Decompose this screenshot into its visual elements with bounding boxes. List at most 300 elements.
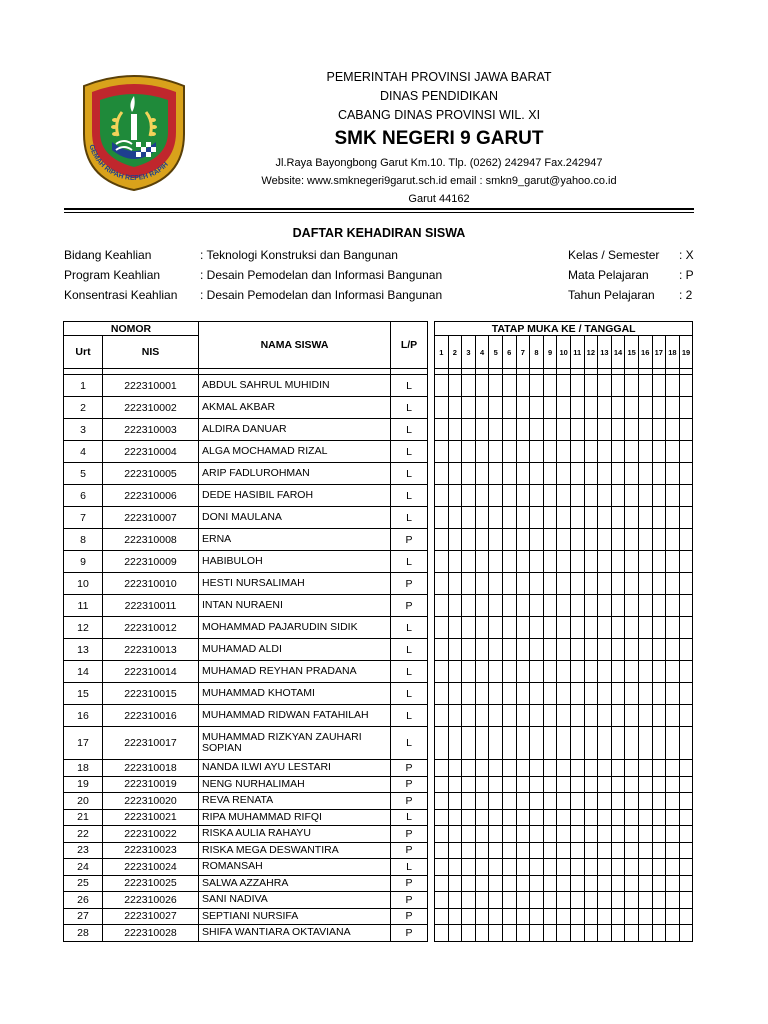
attendance-cell[interactable] (638, 727, 652, 760)
attendance-cell[interactable] (448, 842, 462, 859)
attendance-cell[interactable] (489, 776, 503, 793)
attendance-cell[interactable] (475, 375, 489, 397)
attendance-cell[interactable] (489, 859, 503, 876)
attendance-cell[interactable] (530, 441, 544, 463)
attendance-cell[interactable] (489, 639, 503, 661)
attendance-cell[interactable] (625, 776, 639, 793)
attendance-cell[interactable] (475, 727, 489, 760)
attendance-cell[interactable] (598, 760, 612, 777)
attendance-cell[interactable] (652, 809, 666, 826)
attendance-cell[interactable] (598, 551, 612, 573)
attendance-cell[interactable] (448, 925, 462, 942)
attendance-cell[interactable] (638, 859, 652, 876)
attendance-cell[interactable] (530, 908, 544, 925)
attendance-cell[interactable] (679, 727, 693, 760)
attendance-cell[interactable] (570, 507, 584, 529)
attendance-cell[interactable] (611, 875, 625, 892)
attendance-cell[interactable] (462, 529, 476, 551)
attendance-cell[interactable] (543, 683, 557, 705)
attendance-cell[interactable] (666, 375, 680, 397)
attendance-cell[interactable] (679, 826, 693, 843)
attendance-cell[interactable] (530, 617, 544, 639)
attendance-cell[interactable] (502, 842, 516, 859)
attendance-cell[interactable] (557, 727, 571, 760)
attendance-cell[interactable] (530, 859, 544, 876)
attendance-cell[interactable] (625, 375, 639, 397)
attendance-cell[interactable] (435, 375, 449, 397)
attendance-cell[interactable] (625, 573, 639, 595)
attendance-cell[interactable] (557, 776, 571, 793)
attendance-cell[interactable] (516, 463, 530, 485)
attendance-cell[interactable] (570, 760, 584, 777)
attendance-cell[interactable] (516, 705, 530, 727)
attendance-cell[interactable] (516, 826, 530, 843)
attendance-cell[interactable] (516, 875, 530, 892)
attendance-cell[interactable] (598, 419, 612, 441)
attendance-cell[interactable] (679, 875, 693, 892)
attendance-cell[interactable] (489, 529, 503, 551)
attendance-cell[interactable] (598, 485, 612, 507)
attendance-cell[interactable] (652, 661, 666, 683)
attendance-cell[interactable] (435, 826, 449, 843)
attendance-cell[interactable] (543, 826, 557, 843)
attendance-cell[interactable] (598, 375, 612, 397)
attendance-cell[interactable] (543, 793, 557, 810)
attendance-cell[interactable] (448, 859, 462, 876)
attendance-cell[interactable] (638, 875, 652, 892)
attendance-cell[interactable] (502, 419, 516, 441)
attendance-cell[interactable] (679, 419, 693, 441)
attendance-cell[interactable] (666, 441, 680, 463)
attendance-cell[interactable] (435, 529, 449, 551)
attendance-cell[interactable] (679, 441, 693, 463)
attendance-cell[interactable] (489, 595, 503, 617)
attendance-cell[interactable] (625, 842, 639, 859)
attendance-cell[interactable] (543, 875, 557, 892)
attendance-cell[interactable] (462, 826, 476, 843)
attendance-cell[interactable] (598, 826, 612, 843)
attendance-cell[interactable] (679, 842, 693, 859)
attendance-cell[interactable] (475, 809, 489, 826)
attendance-cell[interactable] (502, 875, 516, 892)
attendance-cell[interactable] (652, 892, 666, 909)
attendance-cell[interactable] (570, 892, 584, 909)
attendance-cell[interactable] (625, 419, 639, 441)
attendance-cell[interactable] (489, 419, 503, 441)
attendance-cell[interactable] (666, 776, 680, 793)
attendance-cell[interactable] (516, 776, 530, 793)
attendance-cell[interactable] (638, 760, 652, 777)
attendance-cell[interactable] (666, 809, 680, 826)
attendance-cell[interactable] (611, 727, 625, 760)
attendance-cell[interactable] (625, 463, 639, 485)
attendance-cell[interactable] (679, 683, 693, 705)
attendance-cell[interactable] (516, 925, 530, 942)
attendance-cell[interactable] (611, 507, 625, 529)
attendance-cell[interactable] (570, 705, 584, 727)
attendance-cell[interactable] (584, 375, 598, 397)
attendance-cell[interactable] (666, 826, 680, 843)
attendance-cell[interactable] (611, 617, 625, 639)
attendance-cell[interactable] (625, 727, 639, 760)
attendance-cell[interactable] (652, 875, 666, 892)
attendance-cell[interactable] (435, 661, 449, 683)
attendance-cell[interactable] (598, 639, 612, 661)
attendance-cell[interactable] (584, 397, 598, 419)
attendance-cell[interactable] (570, 551, 584, 573)
attendance-cell[interactable] (543, 842, 557, 859)
attendance-cell[interactable] (489, 617, 503, 639)
attendance-cell[interactable] (584, 639, 598, 661)
attendance-cell[interactable] (462, 683, 476, 705)
attendance-cell[interactable] (611, 375, 625, 397)
attendance-cell[interactable] (489, 551, 503, 573)
attendance-cell[interactable] (611, 908, 625, 925)
attendance-cell[interactable] (530, 826, 544, 843)
attendance-cell[interactable] (489, 793, 503, 810)
attendance-cell[interactable] (652, 705, 666, 727)
attendance-cell[interactable] (557, 760, 571, 777)
attendance-cell[interactable] (489, 705, 503, 727)
attendance-cell[interactable] (435, 463, 449, 485)
attendance-cell[interactable] (489, 809, 503, 826)
attendance-cell[interactable] (475, 441, 489, 463)
attendance-cell[interactable] (448, 776, 462, 793)
attendance-cell[interactable] (543, 925, 557, 942)
attendance-cell[interactable] (598, 925, 612, 942)
attendance-cell[interactable] (652, 776, 666, 793)
attendance-cell[interactable] (611, 776, 625, 793)
attendance-cell[interactable] (611, 683, 625, 705)
attendance-cell[interactable] (462, 809, 476, 826)
attendance-cell[interactable] (502, 529, 516, 551)
attendance-cell[interactable] (625, 908, 639, 925)
attendance-cell[interactable] (666, 705, 680, 727)
attendance-cell[interactable] (462, 463, 476, 485)
attendance-cell[interactable] (611, 892, 625, 909)
attendance-cell[interactable] (557, 529, 571, 551)
attendance-cell[interactable] (557, 826, 571, 843)
attendance-cell[interactable] (557, 705, 571, 727)
attendance-cell[interactable] (598, 727, 612, 760)
attendance-cell[interactable] (598, 705, 612, 727)
attendance-cell[interactable] (679, 809, 693, 826)
attendance-cell[interactable] (652, 683, 666, 705)
attendance-cell[interactable] (584, 595, 598, 617)
attendance-cell[interactable] (557, 375, 571, 397)
attendance-cell[interactable] (530, 793, 544, 810)
attendance-cell[interactable] (666, 639, 680, 661)
attendance-cell[interactable] (543, 705, 557, 727)
attendance-cell[interactable] (652, 925, 666, 942)
attendance-cell[interactable] (543, 760, 557, 777)
attendance-cell[interactable] (502, 573, 516, 595)
attendance-cell[interactable] (638, 529, 652, 551)
attendance-cell[interactable] (448, 595, 462, 617)
attendance-cell[interactable] (638, 842, 652, 859)
attendance-cell[interactable] (570, 595, 584, 617)
attendance-cell[interactable] (543, 507, 557, 529)
attendance-cell[interactable] (530, 875, 544, 892)
attendance-cell[interactable] (530, 683, 544, 705)
attendance-cell[interactable] (475, 859, 489, 876)
attendance-cell[interactable] (516, 793, 530, 810)
attendance-cell[interactable] (625, 661, 639, 683)
attendance-cell[interactable] (652, 760, 666, 777)
attendance-cell[interactable] (489, 842, 503, 859)
attendance-cell[interactable] (530, 595, 544, 617)
attendance-cell[interactable] (516, 441, 530, 463)
attendance-cell[interactable] (435, 441, 449, 463)
attendance-cell[interactable] (584, 809, 598, 826)
attendance-cell[interactable] (462, 661, 476, 683)
attendance-cell[interactable] (666, 661, 680, 683)
attendance-cell[interactable] (462, 842, 476, 859)
attendance-cell[interactable] (557, 573, 571, 595)
attendance-cell[interactable] (475, 793, 489, 810)
attendance-cell[interactable] (570, 441, 584, 463)
attendance-cell[interactable] (462, 573, 476, 595)
attendance-cell[interactable] (570, 842, 584, 859)
attendance-cell[interactable] (502, 397, 516, 419)
attendance-cell[interactable] (666, 859, 680, 876)
attendance-cell[interactable] (516, 809, 530, 826)
attendance-cell[interactable] (462, 617, 476, 639)
attendance-cell[interactable] (652, 727, 666, 760)
attendance-cell[interactable] (448, 639, 462, 661)
attendance-cell[interactable] (625, 595, 639, 617)
attendance-cell[interactable] (584, 892, 598, 909)
attendance-cell[interactable] (584, 419, 598, 441)
attendance-cell[interactable] (666, 892, 680, 909)
attendance-cell[interactable] (666, 507, 680, 529)
attendance-cell[interactable] (557, 441, 571, 463)
attendance-cell[interactable] (448, 793, 462, 810)
attendance-cell[interactable] (570, 925, 584, 942)
attendance-cell[interactable] (489, 661, 503, 683)
attendance-cell[interactable] (679, 661, 693, 683)
attendance-cell[interactable] (502, 485, 516, 507)
attendance-cell[interactable] (611, 419, 625, 441)
attendance-cell[interactable] (598, 683, 612, 705)
attendance-cell[interactable] (475, 705, 489, 727)
attendance-cell[interactable] (652, 441, 666, 463)
attendance-cell[interactable] (625, 617, 639, 639)
attendance-cell[interactable] (679, 859, 693, 876)
attendance-cell[interactable] (584, 925, 598, 942)
attendance-cell[interactable] (489, 375, 503, 397)
attendance-cell[interactable] (611, 859, 625, 876)
attendance-cell[interactable] (489, 485, 503, 507)
attendance-cell[interactable] (543, 908, 557, 925)
attendance-cell[interactable] (516, 892, 530, 909)
attendance-cell[interactable] (638, 683, 652, 705)
attendance-cell[interactable] (625, 683, 639, 705)
attendance-cell[interactable] (502, 776, 516, 793)
attendance-cell[interactable] (475, 776, 489, 793)
attendance-cell[interactable] (570, 529, 584, 551)
attendance-cell[interactable] (557, 639, 571, 661)
attendance-cell[interactable] (448, 727, 462, 760)
attendance-cell[interactable] (530, 661, 544, 683)
attendance-cell[interactable] (638, 908, 652, 925)
attendance-cell[interactable] (462, 859, 476, 876)
attendance-cell[interactable] (638, 776, 652, 793)
attendance-cell[interactable] (489, 397, 503, 419)
attendance-cell[interactable] (570, 875, 584, 892)
attendance-cell[interactable] (598, 892, 612, 909)
attendance-cell[interactable] (475, 507, 489, 529)
attendance-cell[interactable] (652, 419, 666, 441)
attendance-cell[interactable] (557, 661, 571, 683)
attendance-cell[interactable] (489, 441, 503, 463)
attendance-cell[interactable] (611, 573, 625, 595)
attendance-cell[interactable] (530, 842, 544, 859)
attendance-cell[interactable] (679, 760, 693, 777)
attendance-cell[interactable] (516, 375, 530, 397)
attendance-cell[interactable] (638, 419, 652, 441)
attendance-cell[interactable] (557, 463, 571, 485)
attendance-cell[interactable] (475, 551, 489, 573)
attendance-cell[interactable] (543, 859, 557, 876)
attendance-cell[interactable] (435, 908, 449, 925)
attendance-cell[interactable] (611, 595, 625, 617)
attendance-cell[interactable] (489, 908, 503, 925)
attendance-cell[interactable] (448, 419, 462, 441)
attendance-cell[interactable] (516, 661, 530, 683)
attendance-cell[interactable] (502, 617, 516, 639)
attendance-cell[interactable] (502, 463, 516, 485)
attendance-cell[interactable] (557, 683, 571, 705)
attendance-cell[interactable] (611, 705, 625, 727)
attendance-cell[interactable] (557, 595, 571, 617)
attendance-cell[interactable] (666, 908, 680, 925)
attendance-cell[interactable] (435, 875, 449, 892)
attendance-cell[interactable] (666, 727, 680, 760)
attendance-cell[interactable] (448, 705, 462, 727)
attendance-cell[interactable] (652, 908, 666, 925)
attendance-cell[interactable] (448, 397, 462, 419)
attendance-cell[interactable] (475, 892, 489, 909)
attendance-cell[interactable] (625, 925, 639, 942)
attendance-cell[interactable] (652, 595, 666, 617)
attendance-cell[interactable] (435, 705, 449, 727)
attendance-cell[interactable] (638, 551, 652, 573)
attendance-cell[interactable] (679, 705, 693, 727)
attendance-cell[interactable] (435, 551, 449, 573)
attendance-cell[interactable] (625, 639, 639, 661)
attendance-cell[interactable] (543, 595, 557, 617)
attendance-cell[interactable] (475, 573, 489, 595)
attendance-cell[interactable] (489, 573, 503, 595)
attendance-cell[interactable] (557, 908, 571, 925)
attendance-cell[interactable] (638, 892, 652, 909)
attendance-cell[interactable] (543, 463, 557, 485)
attendance-cell[interactable] (543, 776, 557, 793)
attendance-cell[interactable] (638, 441, 652, 463)
attendance-cell[interactable] (611, 485, 625, 507)
attendance-cell[interactable] (611, 826, 625, 843)
attendance-cell[interactable] (679, 573, 693, 595)
attendance-cell[interactable] (679, 507, 693, 529)
attendance-cell[interactable] (502, 793, 516, 810)
attendance-cell[interactable] (584, 507, 598, 529)
attendance-cell[interactable] (570, 573, 584, 595)
attendance-cell[interactable] (638, 463, 652, 485)
attendance-cell[interactable] (530, 419, 544, 441)
attendance-cell[interactable] (652, 639, 666, 661)
attendance-cell[interactable] (652, 507, 666, 529)
attendance-cell[interactable] (679, 892, 693, 909)
attendance-cell[interactable] (625, 507, 639, 529)
attendance-cell[interactable] (652, 826, 666, 843)
attendance-cell[interactable] (462, 705, 476, 727)
attendance-cell[interactable] (611, 639, 625, 661)
attendance-cell[interactable] (462, 551, 476, 573)
attendance-cell[interactable] (516, 617, 530, 639)
attendance-cell[interactable] (462, 760, 476, 777)
attendance-cell[interactable] (448, 760, 462, 777)
attendance-cell[interactable] (543, 529, 557, 551)
attendance-cell[interactable] (584, 760, 598, 777)
attendance-cell[interactable] (543, 441, 557, 463)
attendance-cell[interactable] (570, 375, 584, 397)
attendance-cell[interactable] (502, 683, 516, 705)
attendance-cell[interactable] (475, 826, 489, 843)
attendance-cell[interactable] (611, 661, 625, 683)
attendance-cell[interactable] (584, 683, 598, 705)
attendance-cell[interactable] (652, 617, 666, 639)
attendance-cell[interactable] (475, 397, 489, 419)
attendance-cell[interactable] (652, 375, 666, 397)
attendance-cell[interactable] (611, 529, 625, 551)
attendance-cell[interactable] (502, 595, 516, 617)
attendance-cell[interactable] (530, 892, 544, 909)
attendance-cell[interactable] (557, 925, 571, 942)
attendance-cell[interactable] (598, 842, 612, 859)
attendance-cell[interactable] (530, 463, 544, 485)
attendance-cell[interactable] (611, 760, 625, 777)
attendance-cell[interactable] (666, 573, 680, 595)
attendance-cell[interactable] (502, 639, 516, 661)
attendance-cell[interactable] (652, 859, 666, 876)
attendance-cell[interactable] (570, 776, 584, 793)
attendance-cell[interactable] (570, 661, 584, 683)
attendance-cell[interactable] (543, 419, 557, 441)
attendance-cell[interactable] (462, 639, 476, 661)
attendance-cell[interactable] (516, 551, 530, 573)
attendance-cell[interactable] (638, 617, 652, 639)
attendance-cell[interactable] (611, 441, 625, 463)
attendance-cell[interactable] (638, 573, 652, 595)
attendance-cell[interactable] (598, 529, 612, 551)
attendance-cell[interactable] (489, 892, 503, 909)
attendance-cell[interactable] (448, 809, 462, 826)
attendance-cell[interactable] (679, 485, 693, 507)
attendance-cell[interactable] (462, 908, 476, 925)
attendance-cell[interactable] (530, 551, 544, 573)
attendance-cell[interactable] (625, 875, 639, 892)
attendance-cell[interactable] (570, 683, 584, 705)
attendance-cell[interactable] (638, 925, 652, 942)
attendance-cell[interactable] (679, 908, 693, 925)
attendance-cell[interactable] (543, 485, 557, 507)
attendance-cell[interactable] (625, 809, 639, 826)
attendance-cell[interactable] (666, 397, 680, 419)
attendance-cell[interactable] (462, 925, 476, 942)
attendance-cell[interactable] (557, 551, 571, 573)
attendance-cell[interactable] (435, 842, 449, 859)
